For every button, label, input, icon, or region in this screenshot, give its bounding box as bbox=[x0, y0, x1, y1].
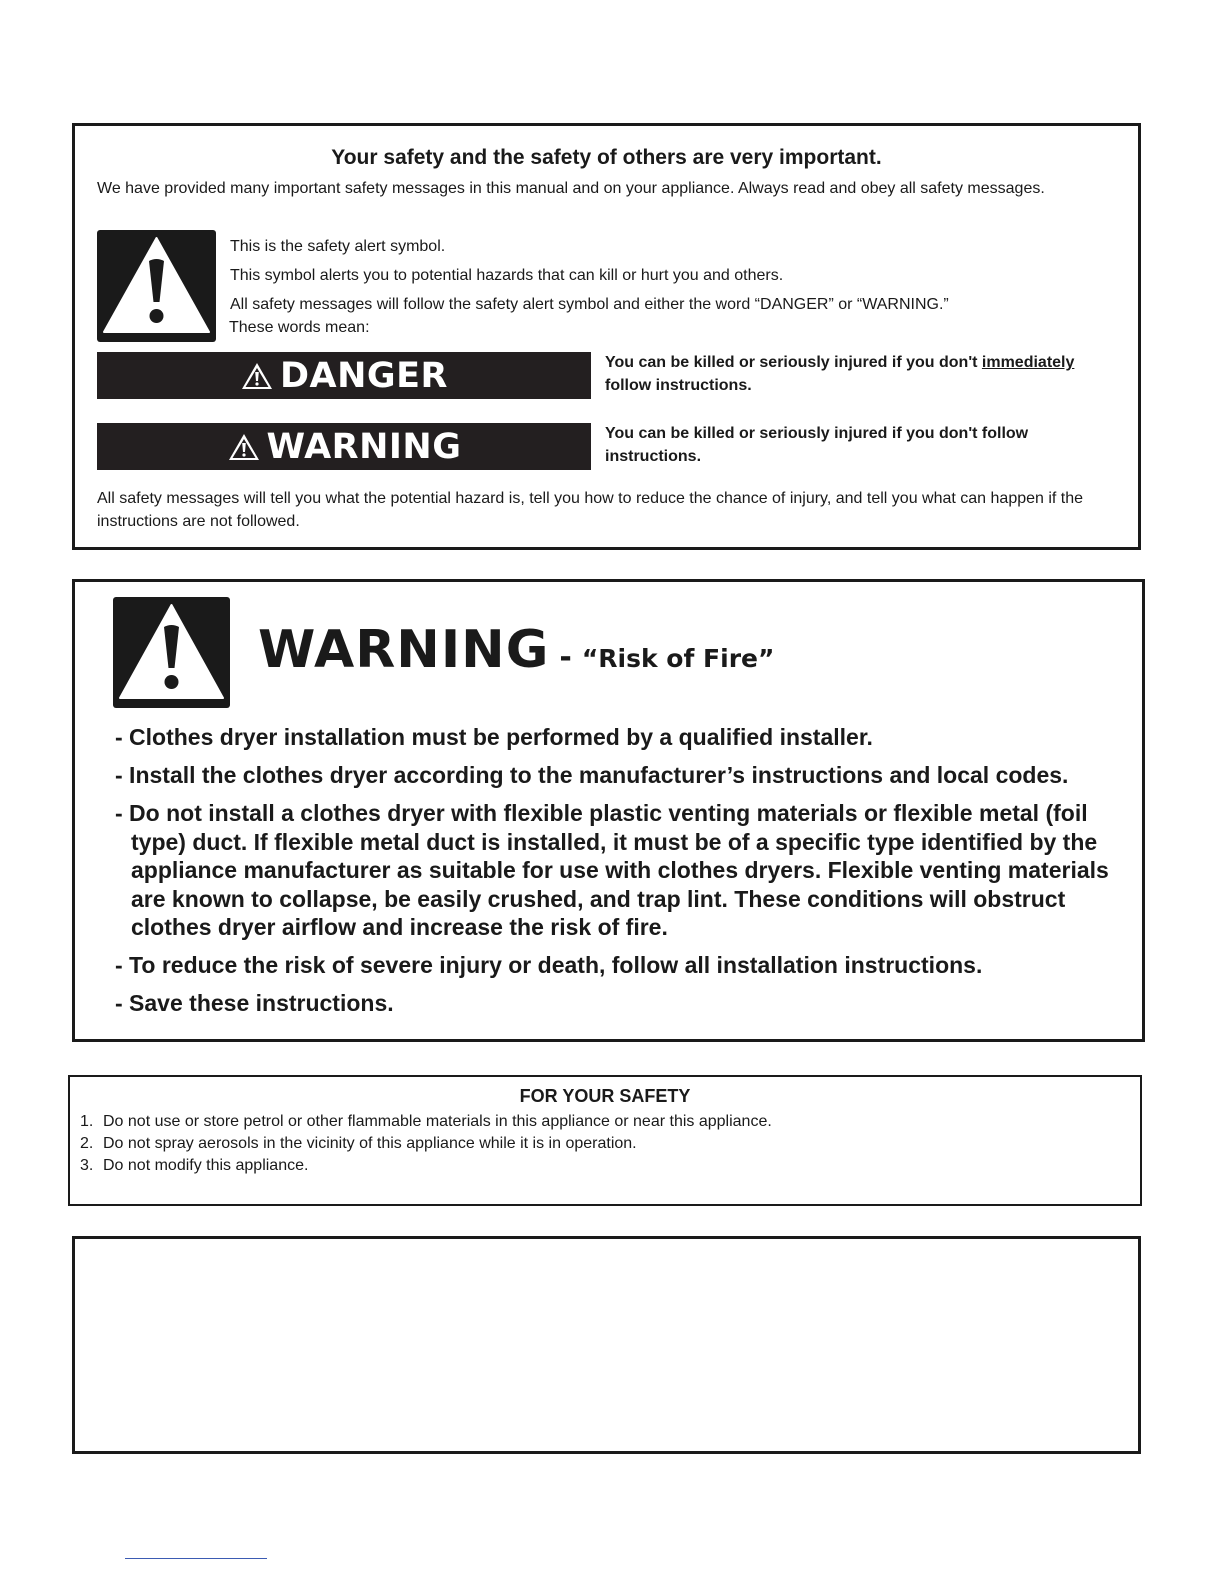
warning-alert-icon bbox=[227, 432, 261, 462]
footer-divider bbox=[125, 1558, 267, 1559]
fire-warning-word: WARNING bbox=[258, 620, 550, 680]
danger-alert-icon bbox=[240, 361, 274, 391]
empty-box bbox=[72, 1236, 1141, 1454]
warning-description: You can be killed or seriously injured if you don't follow instructions. bbox=[605, 425, 1029, 465]
for-your-safety-list bbox=[80, 1111, 772, 1177]
list-item: - Clothes dryer installation must be performed by a qualified installer. bbox=[115, 724, 873, 750]
safety-title: Your safety and the safety of others are very important. bbox=[331, 146, 882, 169]
danger-banner bbox=[97, 352, 591, 399]
words-mean-line: These words mean: bbox=[229, 319, 370, 336]
danger-label: DANGER bbox=[279, 355, 449, 396]
list-item: - Save these instructions. bbox=[115, 990, 394, 1016]
for-your-safety-box bbox=[68, 1075, 1142, 1206]
risk-of-fire: “Risk of Fire” bbox=[581, 644, 775, 673]
safety-intro-box bbox=[72, 123, 1141, 550]
list-item: 2. Do not spray aerosols in the vicinity of this appliance while it is in operation. bbox=[80, 1135, 637, 1152]
safety-outro-text: All safety messages will tell you what the potential hazard is, tell you how to reduce the chance of injury, and tell you what can happen if the instructions are not followed. bbox=[97, 490, 1084, 530]
fire-warning-heading bbox=[258, 620, 774, 680]
for-your-safety-title: FOR YOUR SAFETY bbox=[519, 1086, 691, 1106]
fire-warning-box bbox=[72, 579, 1145, 1042]
list-item: 3. Do not modify this appliance. bbox=[80, 1157, 309, 1174]
warning-banner bbox=[97, 423, 591, 470]
list-item: - Install the clothes dryer according to the manufacturer’s instructions and local codes. bbox=[115, 762, 1069, 788]
symbol-line: All safety messages will follow the safety alert symbol and either the word “DANGER” or “WARNING.” bbox=[230, 296, 949, 313]
safety-intro-text: We have provided many important safety messages in this manual and on your appliance. Always read and obey all safety messages. bbox=[97, 180, 1045, 197]
symbol-line: This symbol alerts you to potential hazards that can kill or hurt you and others. bbox=[230, 267, 784, 284]
safety-symbol-lines bbox=[230, 236, 949, 352]
danger-description: You can be killed or seriously injured if you don't immediately follow instructions. bbox=[605, 354, 1075, 394]
list-item: - Do not install a clothes dryer with flexible plastic venting materials or flexible metal (foil type) duct. If flexible metal duct is installed, it must be of a specific type identified by the appliance manufacturer as suitable for use with clothes dryers. Flexible venting materials are known to collapse, be easily crushed, and trap lint. These conditions will obstruct clothes dryer airflow and increase the risk of fire. bbox=[115, 800, 1109, 940]
immediately-underlined: immediately bbox=[981, 354, 1075, 371]
list-item: 1. Do not use or store petrol or other flammable materials in this appliance or near this appliance. bbox=[80, 1113, 772, 1130]
safety-alert-icon bbox=[97, 230, 216, 342]
symbol-line: This is the safety alert symbol. bbox=[230, 238, 446, 255]
fire-warning-list bbox=[115, 723, 1112, 1027]
fire-alert-icon bbox=[113, 597, 230, 708]
heading-dash: - bbox=[559, 640, 572, 675]
warning-label: WARNING bbox=[266, 426, 462, 467]
list-item: - To reduce the risk of severe injury or death, follow all installation instructions. bbox=[115, 952, 983, 978]
